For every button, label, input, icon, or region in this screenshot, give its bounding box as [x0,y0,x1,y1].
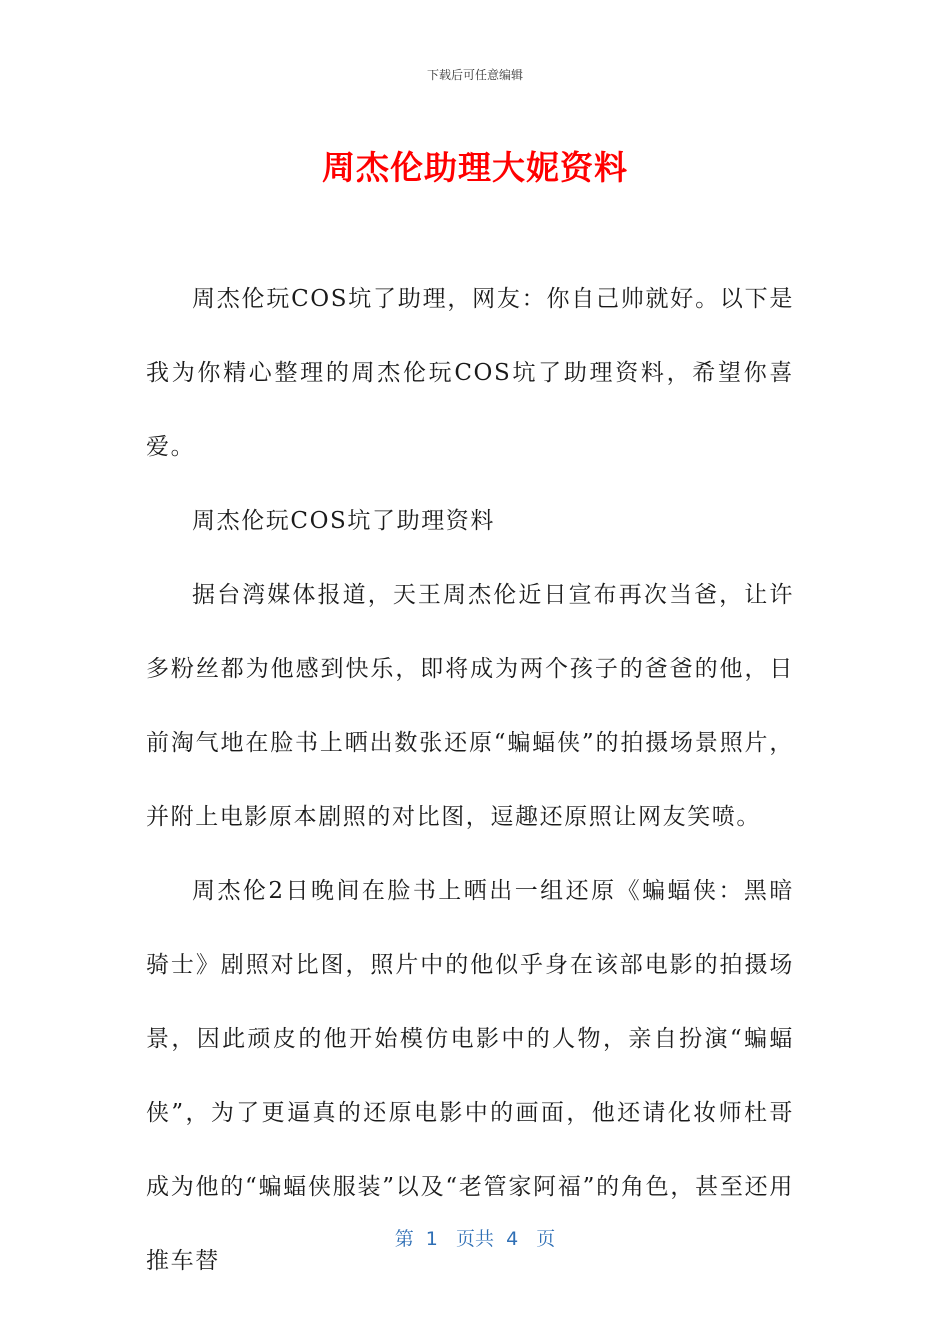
paragraph-details: 周杰伦2日晚间在脸书上晒出一组还原《蝙蝠侠：黑暗骑士》剧照对比图，照片中的他似乎身在该部电影的拍摄场景，因此顽皮的他开始模仿电影中的人物，亲自扮演“蝙蝠侠”，为了更逼真的还原电影中的画面，他还请化妆师杜哥成为他的“蝙蝠侠服装”以及“老管家阿福”的角色，甚至还用推车替 [146,878,794,1274]
paragraph-subheading: 周杰伦玩COS坑了助理资料 [192,508,496,534]
page-number-footer: 第 1 页共 4 页 [394,1228,556,1250]
paragraph-report: 据台湾媒体报道，天王周杰伦近日宣布再次当爸，让许多粉丝都为他感到快乐，即将成为两个孩子的爸爸的他，日前淘气地在脸书上晒出数张还原“蝙蝠侠”的拍摄场景照片，并附上电影原本剧照的对比图，逗趣还原照让网友笑喷。 [146,582,794,830]
document-body [146,262,794,1298]
document-title: 周杰伦助理大妮资料 [322,148,628,187]
header-note: 下载后可任意编辑 [426,68,523,82]
paragraph-intro: 周杰伦玩COS坑了助理，网友：你自己帅就好。以下是我为你精心整理的周杰伦玩COS坑了助理资料，希望你喜爱。 [146,286,794,460]
